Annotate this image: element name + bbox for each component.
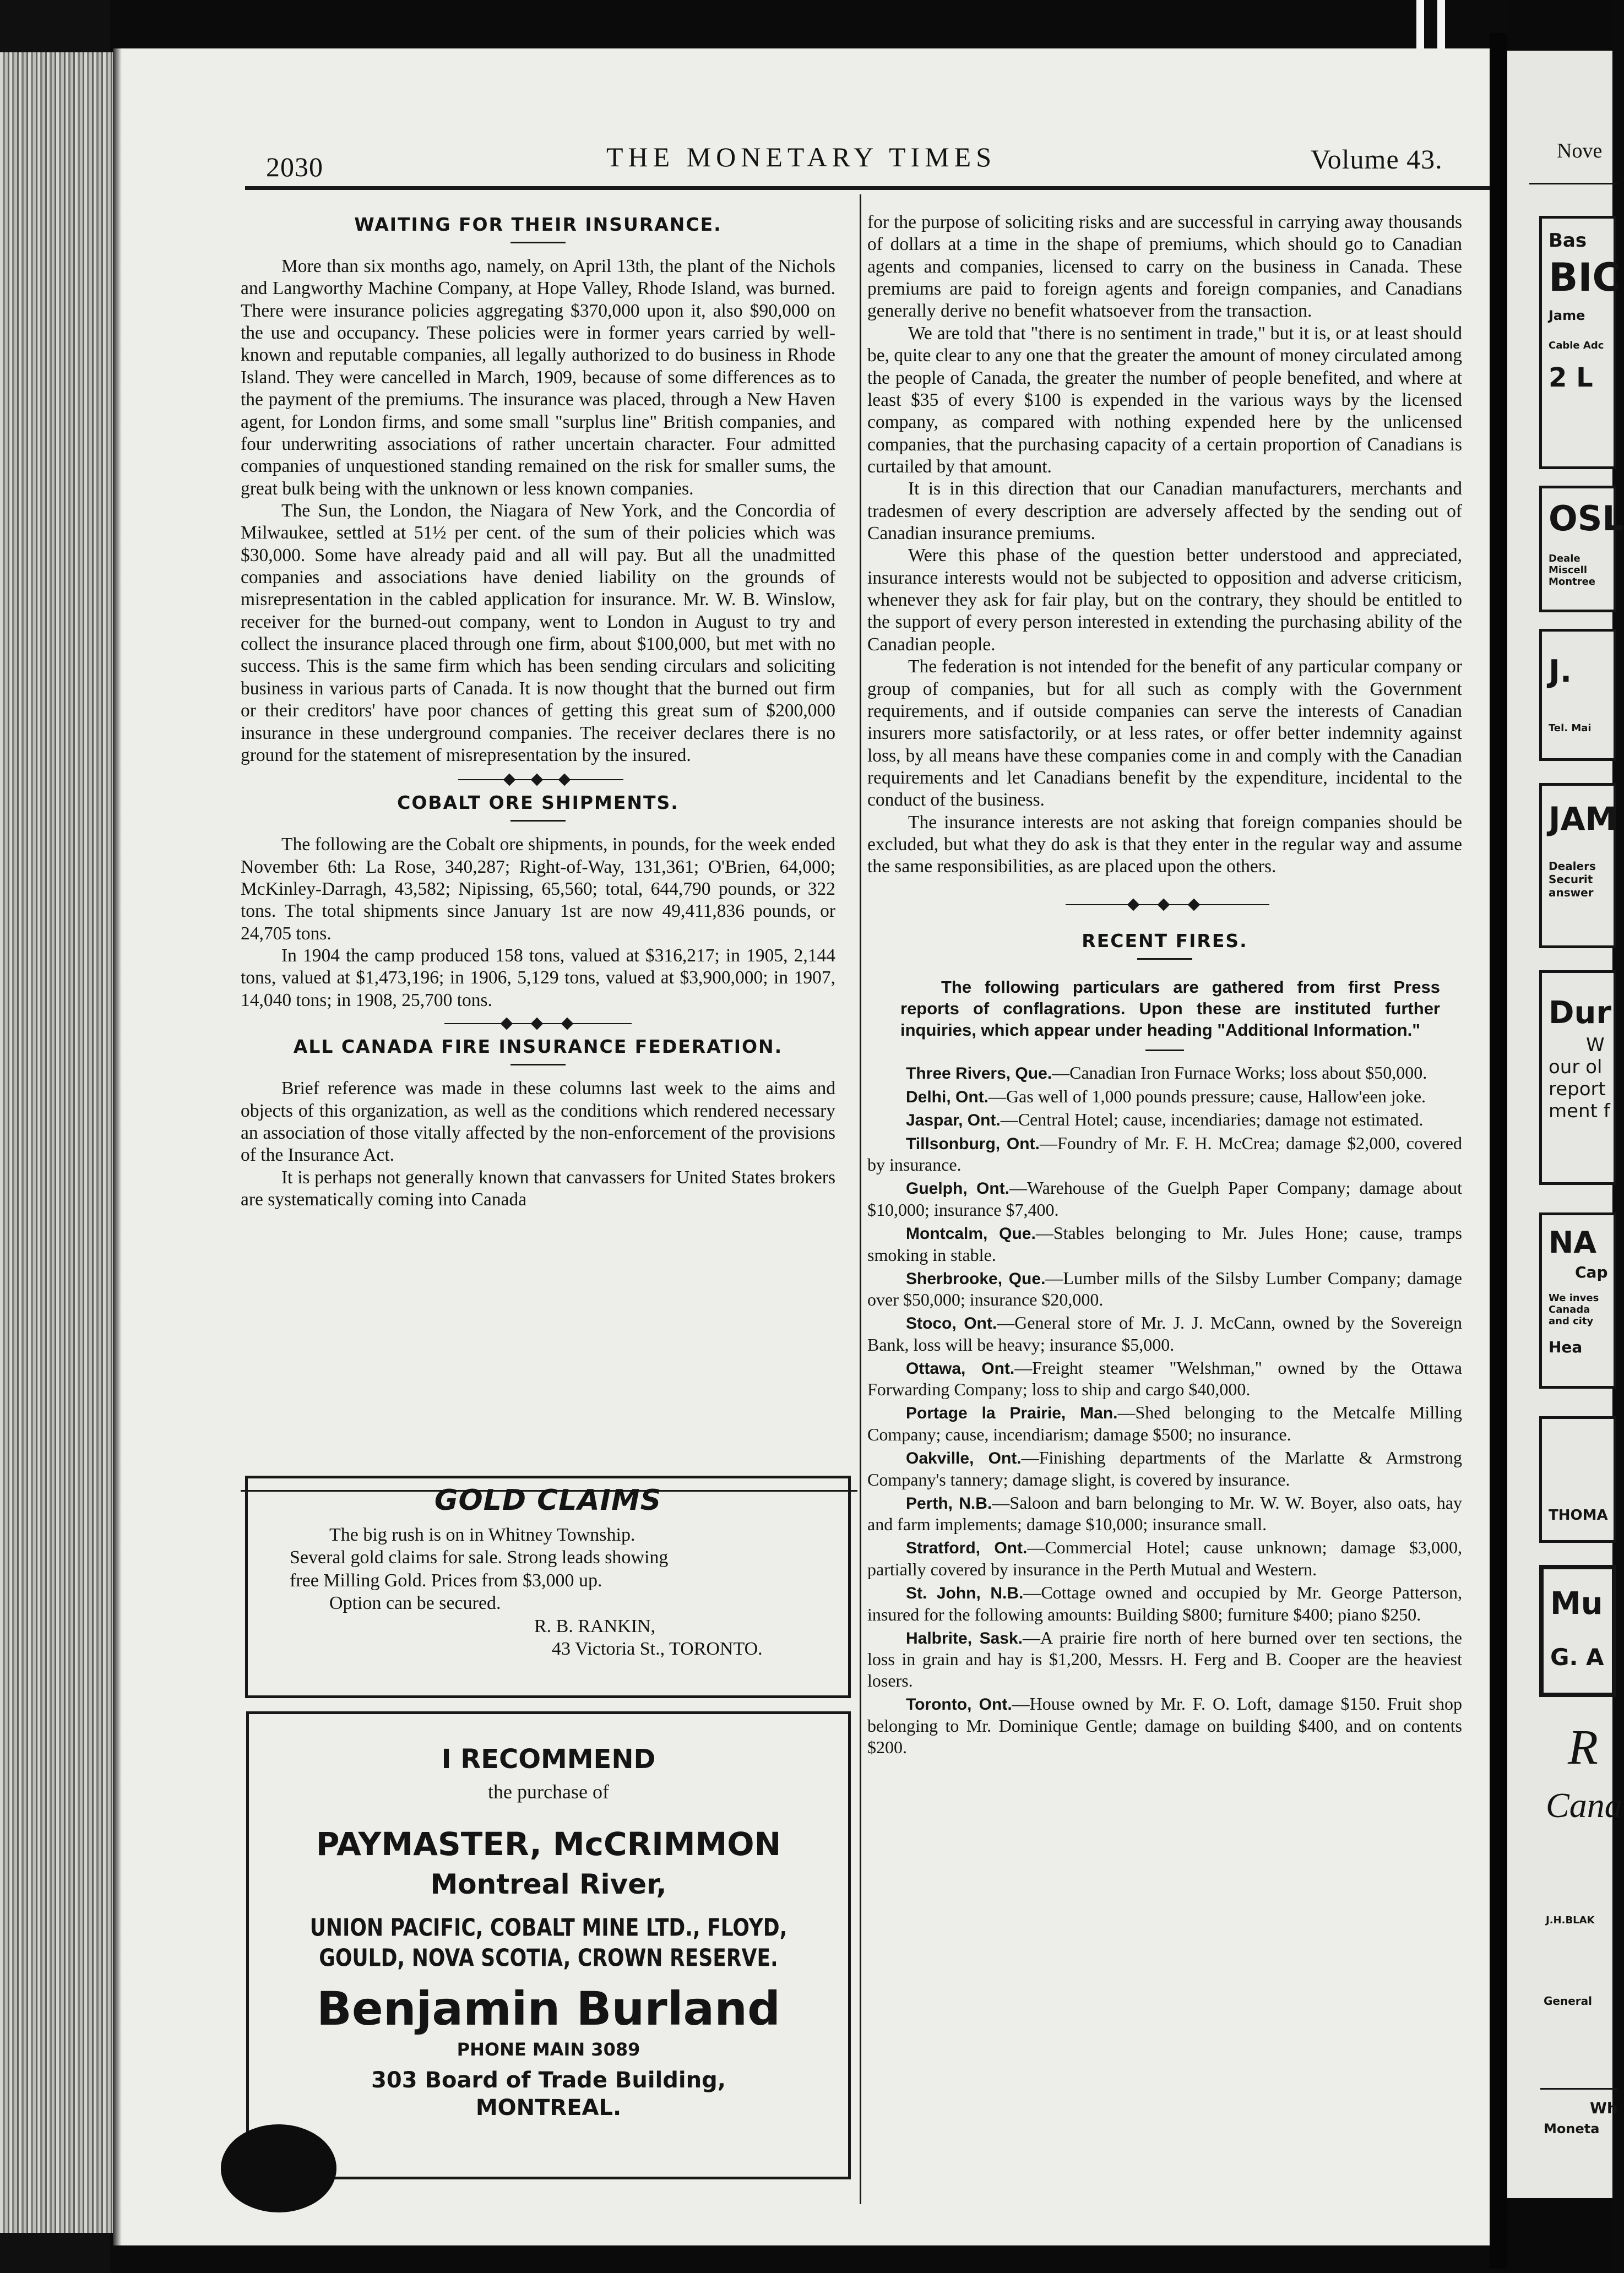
article-paragraph: We are told that "there is no sentiment in trade," but it is, or at least should be, quite clear to any one that the greater the amount of money circulated among the people of Canada, the greater the number of people benefited, and where at least $35 of every $100 is expended in the various ways by the licensed company, as compared with nothing expended here by the unlicensed companies, that the purchasing capacity of a certain proportion of Canadians is curtailed by that amount. xyxy=(867,323,1462,477)
adjacent-ad-text: Jame xyxy=(1549,308,1585,323)
fire-location: Stoco, Ont. xyxy=(906,1314,997,1333)
adjacent-ad-text: Deale xyxy=(1549,553,1580,564)
page-shadow-artifact xyxy=(221,2124,336,2212)
volume-label: Volume 43. xyxy=(1311,144,1443,175)
ad-line: Several gold claims for sale. Strong leads showing xyxy=(290,1547,669,1568)
adjacent-page-rule xyxy=(1540,2088,1617,2090)
adjacent-ad-text: Securit xyxy=(1549,873,1593,886)
ad-line: the purchase of xyxy=(488,1781,609,1803)
advertiser-address: 303 Board of Trade Building, xyxy=(371,2068,726,2093)
adjacent-ad-text: Bas xyxy=(1549,230,1587,252)
adjacent-ad-text: Cap xyxy=(1575,1263,1608,1281)
right-column xyxy=(867,211,1462,1760)
adjacent-ad-text: Moneta xyxy=(1544,2121,1600,2136)
adjacent-ad-text: our ol xyxy=(1549,1056,1603,1078)
adjacent-ad-text: Dealers xyxy=(1549,860,1596,873)
fire-location: Three Rivers, Que. xyxy=(906,1064,1052,1083)
fire-details: —Commercial Hotel; cause unknown; damage $3,000, partially covered by insurance in the Perth Mutual and Western. xyxy=(867,1537,1462,1579)
adjacent-ad-text: Hea xyxy=(1549,1338,1583,1356)
heading-underline xyxy=(1137,958,1192,960)
adjacent-ad-text: J.H.BLAK xyxy=(1546,1915,1595,1926)
fire-details: —Lumber mills of the Silsby Lumber Company; damage over $50,000; insurance $20,000. xyxy=(867,1268,1462,1310)
article-heading-fires: RECENT FIRES. xyxy=(1082,929,1248,951)
adjacent-ad-text: OSL xyxy=(1549,498,1624,539)
burland-advertisement xyxy=(246,1711,851,2179)
ad-headline: I RECOMMEND xyxy=(441,1744,656,1775)
fire-entry xyxy=(867,1693,1462,1758)
adjacent-ad-text: Montree xyxy=(1549,576,1595,588)
adjacent-ad-text: G. A xyxy=(1550,1644,1604,1671)
advertiser-name: R. B. RANKIN, xyxy=(534,1616,656,1636)
adjacent-script-text: Cana xyxy=(1546,1786,1622,1825)
fire-location: Perth, N.B. xyxy=(906,1494,992,1513)
adjacent-ad-text: Mu xyxy=(1550,1586,1603,1622)
left-column xyxy=(241,214,835,1211)
adjacent-ad-text: BIC xyxy=(1549,255,1621,300)
adjacent-ad-text: W xyxy=(1586,1034,1605,1056)
fire-details: —House owned by Mr. F. O. Loft, damage $150. Fruit shop belonging to Mr. Dominique Gentle; damage on building $400, and on contents $200. xyxy=(867,1694,1462,1757)
adjacent-ad-text: General xyxy=(1544,1994,1592,2008)
fire-entry xyxy=(867,1222,1462,1266)
film-sprocket-mark xyxy=(1437,0,1445,53)
ad-body xyxy=(248,1517,848,1661)
fire-location: Guelph, Ont. xyxy=(906,1179,1009,1198)
fire-details: —Warehouse of the Guelph Paper Company; damage about $10,000; insurance $7,400. xyxy=(867,1178,1462,1220)
fire-details: —Stables belonging to Mr. Jules Hone; cause, tramps smoking in stable. xyxy=(867,1222,1462,1265)
fire-location: Delhi, Ont. xyxy=(906,1087,988,1106)
fire-entry xyxy=(867,1357,1462,1401)
fire-details: —Finishing departments of the Marlatte & Armstrong Company's tannery; damage slight, is covered by insurance. xyxy=(867,1448,1463,1489)
article-heading-federation: ALL CANADA FIRE INSURANCE FEDERATION. xyxy=(293,1036,783,1058)
fire-location: Portage la Prairie, Man. xyxy=(906,1404,1118,1423)
adjacent-ad-text: report xyxy=(1549,1078,1606,1100)
fire-details: —Gas well of 1,000 pounds pressure; cause, Hallow'een joke. xyxy=(988,1086,1426,1106)
fire-details: —Canadian Iron Furnace Works; loss about $50,000. xyxy=(1052,1062,1427,1083)
fire-entry-list xyxy=(867,1062,1462,1758)
article-paragraph: Were this phase of the question better understood and appreciated, insurance interests would not be subjected to opposition and adverse criticism, whenever they ask for fair play, but on the contrary, they should be entitled to the support of every person interested in extending the purchasing ability of the Canadian people. xyxy=(867,545,1462,655)
fire-location: Jaspar, Ont. xyxy=(906,1111,1001,1130)
advertiser-name: Benjamin Burland xyxy=(316,1982,781,2036)
fire-entry xyxy=(867,1268,1462,1311)
section-ornament xyxy=(867,899,1462,910)
fire-entry xyxy=(867,1312,1462,1356)
newspaper-page xyxy=(113,48,1490,2245)
fire-details: —Cottage owned and occupied by Mr. George Patterson, insured for the following amounts: Building $800; furniture $400; piano $250. xyxy=(867,1582,1463,1624)
fire-entry xyxy=(867,1582,1462,1625)
adjacent-ad-text: THOMA xyxy=(1549,1507,1608,1524)
adjacent-ad-box xyxy=(1539,216,1621,469)
fire-details: —Saloon and barn belonging to Mr. W. W. Boyer, also oats, hay and farm implements; damage $10,000; insurance small. xyxy=(867,1492,1462,1535)
fire-location: Sherbrooke, Que. xyxy=(906,1269,1046,1288)
ad-line: Option can be secured. xyxy=(329,1593,501,1614)
fire-entry xyxy=(867,1062,1462,1084)
adjacent-ad-text: Cable Adc xyxy=(1549,340,1604,351)
adjacent-ad-text: answer xyxy=(1549,886,1594,899)
intro-underline xyxy=(1145,1050,1184,1051)
fire-location: Montcalm, Que. xyxy=(906,1224,1036,1243)
fire-location: Stratford, Ont. xyxy=(906,1539,1028,1558)
article-paragraph: More than six months ago, namely, on April 13th, the plant of the Nichols and Langworthy Machine Company, at Hope Valley, Rhode Island, was burned. There were insurance policies aggregating $370,000 upon it, also $90,000 on the use and occupancy. These policies were in former years carried by well-known and reputable companies, all legally authorized to do business in Rhode Island. They were cancelled in March, 1909, because of some differences as to the payment of the premiums. The insurance was placed, through a New Haven agent, for London firms, and some small "surplus line" British companies, and four underwriting associations of rather uncertain character. Four admitted companies of unquestioned standing remained on the risk for smaller sums, the great bulk being with the unknown or less known companies. xyxy=(241,256,835,499)
fire-details: —Freight steamer "Welshman," owned by the Ottawa Forwarding Company; loss to ship and cargo $40,000. xyxy=(867,1357,1462,1400)
article-paragraph: In 1904 the camp produced 158 tons, valued at $316,217; in 1905, 2,144 tons, valued at $1,473,196; in 1906, 5,129 tons, valued at $3,900,000; in 1907, 14,040 tons; in 1908, 25,700 tons. xyxy=(241,945,835,1010)
fire-entry xyxy=(867,1627,1462,1692)
heading-underline xyxy=(510,820,566,822)
article-paragraph: It is perhaps not generally known that canvassers for United States brokers are systematically coming into Canada xyxy=(241,1167,835,1210)
advertiser-city: MONTREAL. xyxy=(475,2095,622,2120)
fire-entry xyxy=(867,1537,1462,1580)
fire-entry xyxy=(867,1402,1462,1445)
article-paragraph: for the purpose of soliciting risks and are successful in carrying away thousands of dollars at a time in the shape of premiums, which should go to Canadian agents and companies, licensed to carry on the business in Canada. These premiums are paid to foreign agents and foreign companies, and Canadians generally derive no benefit whatsoever from the transaction. xyxy=(867,212,1462,322)
fire-details: —A prairie fire north of here burned over ten sections, the loss in grain and hay is $1,200, Messrs. H. Ferg and B. Cooper are the heaviest losers. xyxy=(867,1627,1463,1691)
adjacent-ad-text: Dur xyxy=(1549,995,1611,1031)
heading-underline xyxy=(510,1064,566,1065)
article-paragraph: The federation is not intended for the benefit of any particular company or group of companies, but for all such as comply with the Government requirements, and if outside companies can serve the interests of Canadian insurers more satisfactorily, or at less rates, or offer better indemnity against loss, by all means have these companies come in and comply with the Canadian requirements and let Canadians benefit by the expenditure, incidental to the conduct of the business. xyxy=(867,656,1462,811)
fire-details: —General store of Mr. J. J. McCann, owned by the Sovereign Bank, loss will be heavy; insurance $5,000. xyxy=(867,1313,1462,1355)
fire-entry xyxy=(867,1447,1462,1491)
article-paragraph: The following are the Cobalt ore shipments, in pounds, for the week ended November 6th: La Rose, 340,287; Right-of-Way, 131,361; O'Brien, 64,000; McKinley-Darragh, 43,582; Nipissing, 65,560; total, 644,790 pounds, or 322 tons. The total shipments since January 1st are now 49,411,836 pounds, or 24,705 tons. xyxy=(241,834,835,944)
article-heading-waiting: WAITING FOR THEIR INSURANCE. xyxy=(354,214,722,235)
section-ornament xyxy=(241,1018,835,1029)
ad-title: GOLD CLAIMS xyxy=(434,1484,662,1517)
book-page-edges xyxy=(0,52,113,2233)
adjacent-ad-box xyxy=(1539,970,1616,1185)
adjacent-ad-text: ment f xyxy=(1549,1100,1610,1122)
adjacent-ad-box xyxy=(1539,1212,1616,1389)
fire-location: Ottawa, Ont. xyxy=(906,1359,1015,1378)
fire-location: Toronto, Ont. xyxy=(906,1695,1012,1714)
adjacent-ad-text: 2 L xyxy=(1549,362,1593,393)
adjacent-ad-text: Wh xyxy=(1590,2099,1618,2117)
adjacent-ad-box xyxy=(1539,1416,1616,1543)
article-paragraph: Brief reference was made in these columns last week to the aims and objects of this organization, as well as the conditions which rendered necessary an association of those vitally affected by the non-enforcement of the provisions of the Insurance Act. xyxy=(241,1078,835,1166)
adjacent-ad-box xyxy=(1539,1565,1616,1697)
fires-intro: The following particulars are gathered from first Press reports of conflagrations. Upon these are instituted further inquiries, which appear under heading "Additional Information." xyxy=(900,977,1440,1040)
adjacent-ad-text: We inves xyxy=(1549,1292,1599,1304)
adjacent-ad-text: Miscell xyxy=(1549,564,1588,576)
fire-details: —Central Hotel; cause, incendiaries; damage not estimated. xyxy=(1000,1110,1424,1130)
ad-line: UNION PACIFIC, COBALT MINE LTD., FLOYD, xyxy=(309,1914,787,1942)
fire-location: St. John, N.B. xyxy=(906,1584,1024,1602)
fire-details: —Foundry of Mr. F. H. McCrea; damage $2,000, covered by insurance. xyxy=(867,1133,1463,1175)
ad-line: GOULD, NOVA SCOTIA, CROWN RESERVE. xyxy=(319,1944,778,1972)
heading-underline xyxy=(510,242,566,243)
page-number: 2030 xyxy=(266,151,323,182)
adjacent-ad-text: Canada xyxy=(1549,1304,1590,1315)
fire-entry xyxy=(867,1177,1462,1221)
adjacent-ad-text: NA xyxy=(1549,1225,1596,1260)
article-paragraph: The Sun, the London, the Niagara of New York, and the Concordia of Milwaukee, settled at 51½ per cent. of the sum of their policies which was $30,000. Some have already paid and all will pay. But all the unadmitted companies and associations have denied liability on the grounds of misrepresentation in the cabled application for insurance. Mr. W. B. Winslow, receiver for the burned-out company, went to London in August to try and collect the insurance placed through one firm, about $100,000, but met with no success. This is the same firm which has been sending circulars and soliciting business in various parts of Canada. It is now thought that the burned out firm or their creditors' have poor chances of getting this great sum of $200,000 insurance in these underground companies. The receiver declares there is no ground for the statement of misrepresentation by the insured. xyxy=(241,500,835,765)
fire-location: Halbrite, Sask. xyxy=(906,1629,1023,1647)
fire-entry xyxy=(867,1492,1462,1536)
fire-entry xyxy=(867,1133,1462,1176)
adjacent-page-header: Nove xyxy=(1557,139,1603,162)
adjacent-page-fragment xyxy=(1507,51,1624,2198)
advertiser-phone: PHONE MAIN 3089 xyxy=(457,2039,640,2060)
fire-location: Tillsonburg, Ont. xyxy=(906,1134,1040,1153)
ad-line: free Milling Gold. Prices from $3,000 up. xyxy=(290,1570,602,1591)
fire-details: —Shed belonging to the Metcalfe Milling Company; cause, incendiarism; damage $500; no insurance. xyxy=(867,1402,1462,1445)
section-ornament xyxy=(241,774,835,785)
adjacent-ad-text: JAM xyxy=(1549,800,1617,838)
article-paragraph: It is in this direction that our Canadian manufacturers, merchants and tradesmen of every description are adversely affected by the sending out of Canadian insurance premiums. xyxy=(867,478,1462,544)
page-binding-shadow xyxy=(113,48,122,2245)
page-gutter xyxy=(1490,33,1507,2269)
adjacent-ad-text: J. xyxy=(1549,654,1572,689)
adjacent-ad-text: Tel. Mai xyxy=(1549,722,1592,734)
article-heading-cobalt: COBALT ORE SHIPMENTS. xyxy=(397,792,679,814)
column-divider xyxy=(860,194,861,2204)
gold-claims-advertisement xyxy=(245,1476,851,1698)
adjacent-script-text: R xyxy=(1568,1720,1598,1775)
article-paragraph: The insurance interests are not asking that foreign companies should be excluded, but what they do ask is that they enter in the regular way and assume the same responsibilities, as are placed upon the others. xyxy=(867,812,1462,877)
adjacent-page-rule xyxy=(1529,183,1617,184)
fire-location: Oakville, Ont. xyxy=(906,1449,1022,1468)
ad-line: Montreal River, xyxy=(430,1868,667,1900)
adjacent-ad-box xyxy=(1539,486,1624,612)
adjacent-ad-box xyxy=(1539,783,1616,948)
fire-entry xyxy=(867,1109,1462,1131)
advertiser-address: 43 Victoria St., TORONTO. xyxy=(552,1639,763,1660)
fire-entry xyxy=(867,1086,1462,1108)
ad-line: PAYMASTER, McCRIMMON xyxy=(316,1825,781,1863)
film-sprocket-mark xyxy=(1416,0,1424,53)
header-rule xyxy=(245,186,1536,190)
ad-line: The big rush is on in Whitney Township. xyxy=(329,1525,636,1545)
masthead-title: THE MONETARY TIMES xyxy=(606,142,996,172)
adjacent-ad-text: and city xyxy=(1549,1315,1594,1327)
adjacent-ad-box xyxy=(1539,629,1616,761)
